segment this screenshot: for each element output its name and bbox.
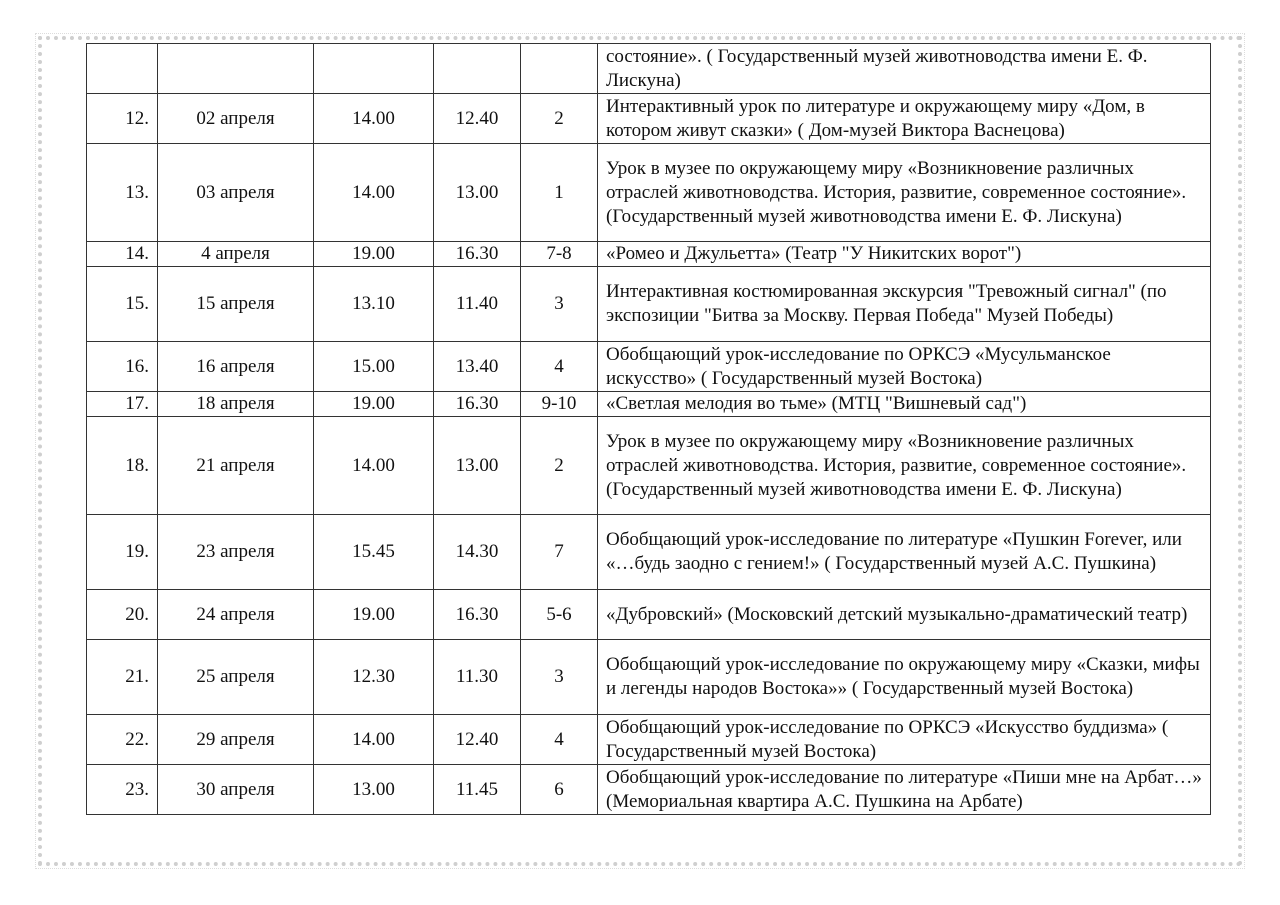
start-time: 14.00 [314, 144, 434, 242]
departure-time: 13.00 [434, 417, 521, 515]
event-description: Обобщающий урок-исследование по литературе «Пушкин Forever, или «…будь заодно с гением!» ( Государственный музей А.С. Пушкина) [598, 515, 1211, 590]
grade: 7-8 [521, 242, 598, 267]
row-number: 15. [87, 267, 158, 342]
event-date: 25 апреля [158, 640, 314, 715]
event-description: Обобщающий урок-исследование по ОРКСЭ «Мусульманское искусство» ( Государственный музей Востока) [598, 342, 1211, 392]
departure-time: 12.40 [434, 94, 521, 144]
table-row [87, 94, 1211, 144]
row-number: 20. [87, 590, 158, 640]
grade: 6 [521, 765, 598, 815]
row-number: 23. [87, 765, 158, 815]
event-date: 18 апреля [158, 392, 314, 417]
table-row [87, 765, 1211, 815]
row-number: 16. [87, 342, 158, 392]
row-number: 21. [87, 640, 158, 715]
start-time: 19.00 [314, 242, 434, 267]
event-date: 21 апреля [158, 417, 314, 515]
grade: 5-6 [521, 590, 598, 640]
table-row [87, 267, 1211, 342]
table-row [87, 144, 1211, 242]
start-time: 19.00 [314, 392, 434, 417]
grade: 7 [521, 515, 598, 590]
row-number: 19. [87, 515, 158, 590]
departure-time: 16.30 [434, 590, 521, 640]
row-number: 12. [87, 94, 158, 144]
event-date: 29 апреля [158, 715, 314, 765]
event-description: «Светлая мелодия во тьме» (МТЦ "Вишневый сад") [598, 392, 1211, 417]
grade: 3 [521, 267, 598, 342]
event-description: Обобщающий урок-исследование по ОРКСЭ «Искусство буддизма» ( Государственный музей Востока) [598, 715, 1211, 765]
table-row [87, 342, 1211, 392]
event-description: состояние». ( Государственный музей животноводства имени Е. Ф. Лискуна) [598, 44, 1211, 94]
row-number [87, 44, 158, 94]
table-row [87, 590, 1211, 640]
grade: 4 [521, 715, 598, 765]
departure-time: 16.30 [434, 392, 521, 417]
table-row [87, 242, 1211, 267]
start-time: 14.00 [314, 94, 434, 144]
event-date [158, 44, 314, 94]
table-row [87, 640, 1211, 715]
row-number: 18. [87, 417, 158, 515]
event-description: Обобщающий урок-исследование по окружающему миру «Сказки, мифы и легенды народов Востока»» ( Государственный музей Востока) [598, 640, 1211, 715]
event-date: 02 апреля [158, 94, 314, 144]
event-description: «Ромео и Джульетта» (Театр "У Никитских ворот") [598, 242, 1211, 267]
start-time [314, 44, 434, 94]
start-time: 14.00 [314, 715, 434, 765]
event-description: Обобщающий урок-исследование по литературе «Пиши мне на Арбат…» (Мемориальная квартира А.С. Пушкина на Арбате) [598, 765, 1211, 815]
departure-time [434, 44, 521, 94]
event-description: Урок в музее по окружающему миру «Возникновение различных отраслей животноводства. История, развитие, современное состояние». (Государственный музей животноводства имени Е. Ф. Лискуна) [598, 144, 1211, 242]
row-number: 14. [87, 242, 158, 267]
event-date: 16 апреля [158, 342, 314, 392]
departure-time: 11.45 [434, 765, 521, 815]
table-row [87, 515, 1211, 590]
departure-time: 11.40 [434, 267, 521, 342]
event-description: «Дубровский» (Московский детский музыкально-драматический театр) [598, 590, 1211, 640]
start-time: 13.10 [314, 267, 434, 342]
start-time: 12.30 [314, 640, 434, 715]
table-row [87, 44, 1211, 94]
event-description: Интерактивная костюмированная экскурсия "Тревожный сигнал" (по экспозиции "Битва за Москву. Первая Победа" Музей Победы) [598, 267, 1211, 342]
row-number: 22. [87, 715, 158, 765]
table-row [87, 417, 1211, 515]
event-description: Интерактивный урок по литературе и окружающему миру «Дом, в котором живут сказки» ( Дом-музей Виктора Васнецова) [598, 94, 1211, 144]
row-number: 17. [87, 392, 158, 417]
start-time: 15.00 [314, 342, 434, 392]
grade: 2 [521, 94, 598, 144]
grade: 4 [521, 342, 598, 392]
grade: 2 [521, 417, 598, 515]
departure-time: 12.40 [434, 715, 521, 765]
event-date: 30 апреля [158, 765, 314, 815]
event-date: 23 апреля [158, 515, 314, 590]
event-date: 24 апреля [158, 590, 314, 640]
departure-time: 14.30 [434, 515, 521, 590]
start-time: 14.00 [314, 417, 434, 515]
schedule-table [86, 43, 1211, 815]
table-row [87, 392, 1211, 417]
event-description: Урок в музее по окружающему миру «Возникновение различных отраслей животноводства. История, развитие, современное состояние». (Государственный музей животноводства имени Е. Ф. Лискуна) [598, 417, 1211, 515]
grade [521, 44, 598, 94]
departure-time: 16.30 [434, 242, 521, 267]
start-time: 15.45 [314, 515, 434, 590]
start-time: 19.00 [314, 590, 434, 640]
row-number: 13. [87, 144, 158, 242]
departure-time: 13.00 [434, 144, 521, 242]
table-row [87, 715, 1211, 765]
departure-time: 11.30 [434, 640, 521, 715]
grade: 9-10 [521, 392, 598, 417]
event-date: 03 апреля [158, 144, 314, 242]
start-time: 13.00 [314, 765, 434, 815]
event-date: 15 апреля [158, 267, 314, 342]
event-date: 4 апреля [158, 242, 314, 267]
grade: 3 [521, 640, 598, 715]
departure-time: 13.40 [434, 342, 521, 392]
grade: 1 [521, 144, 598, 242]
